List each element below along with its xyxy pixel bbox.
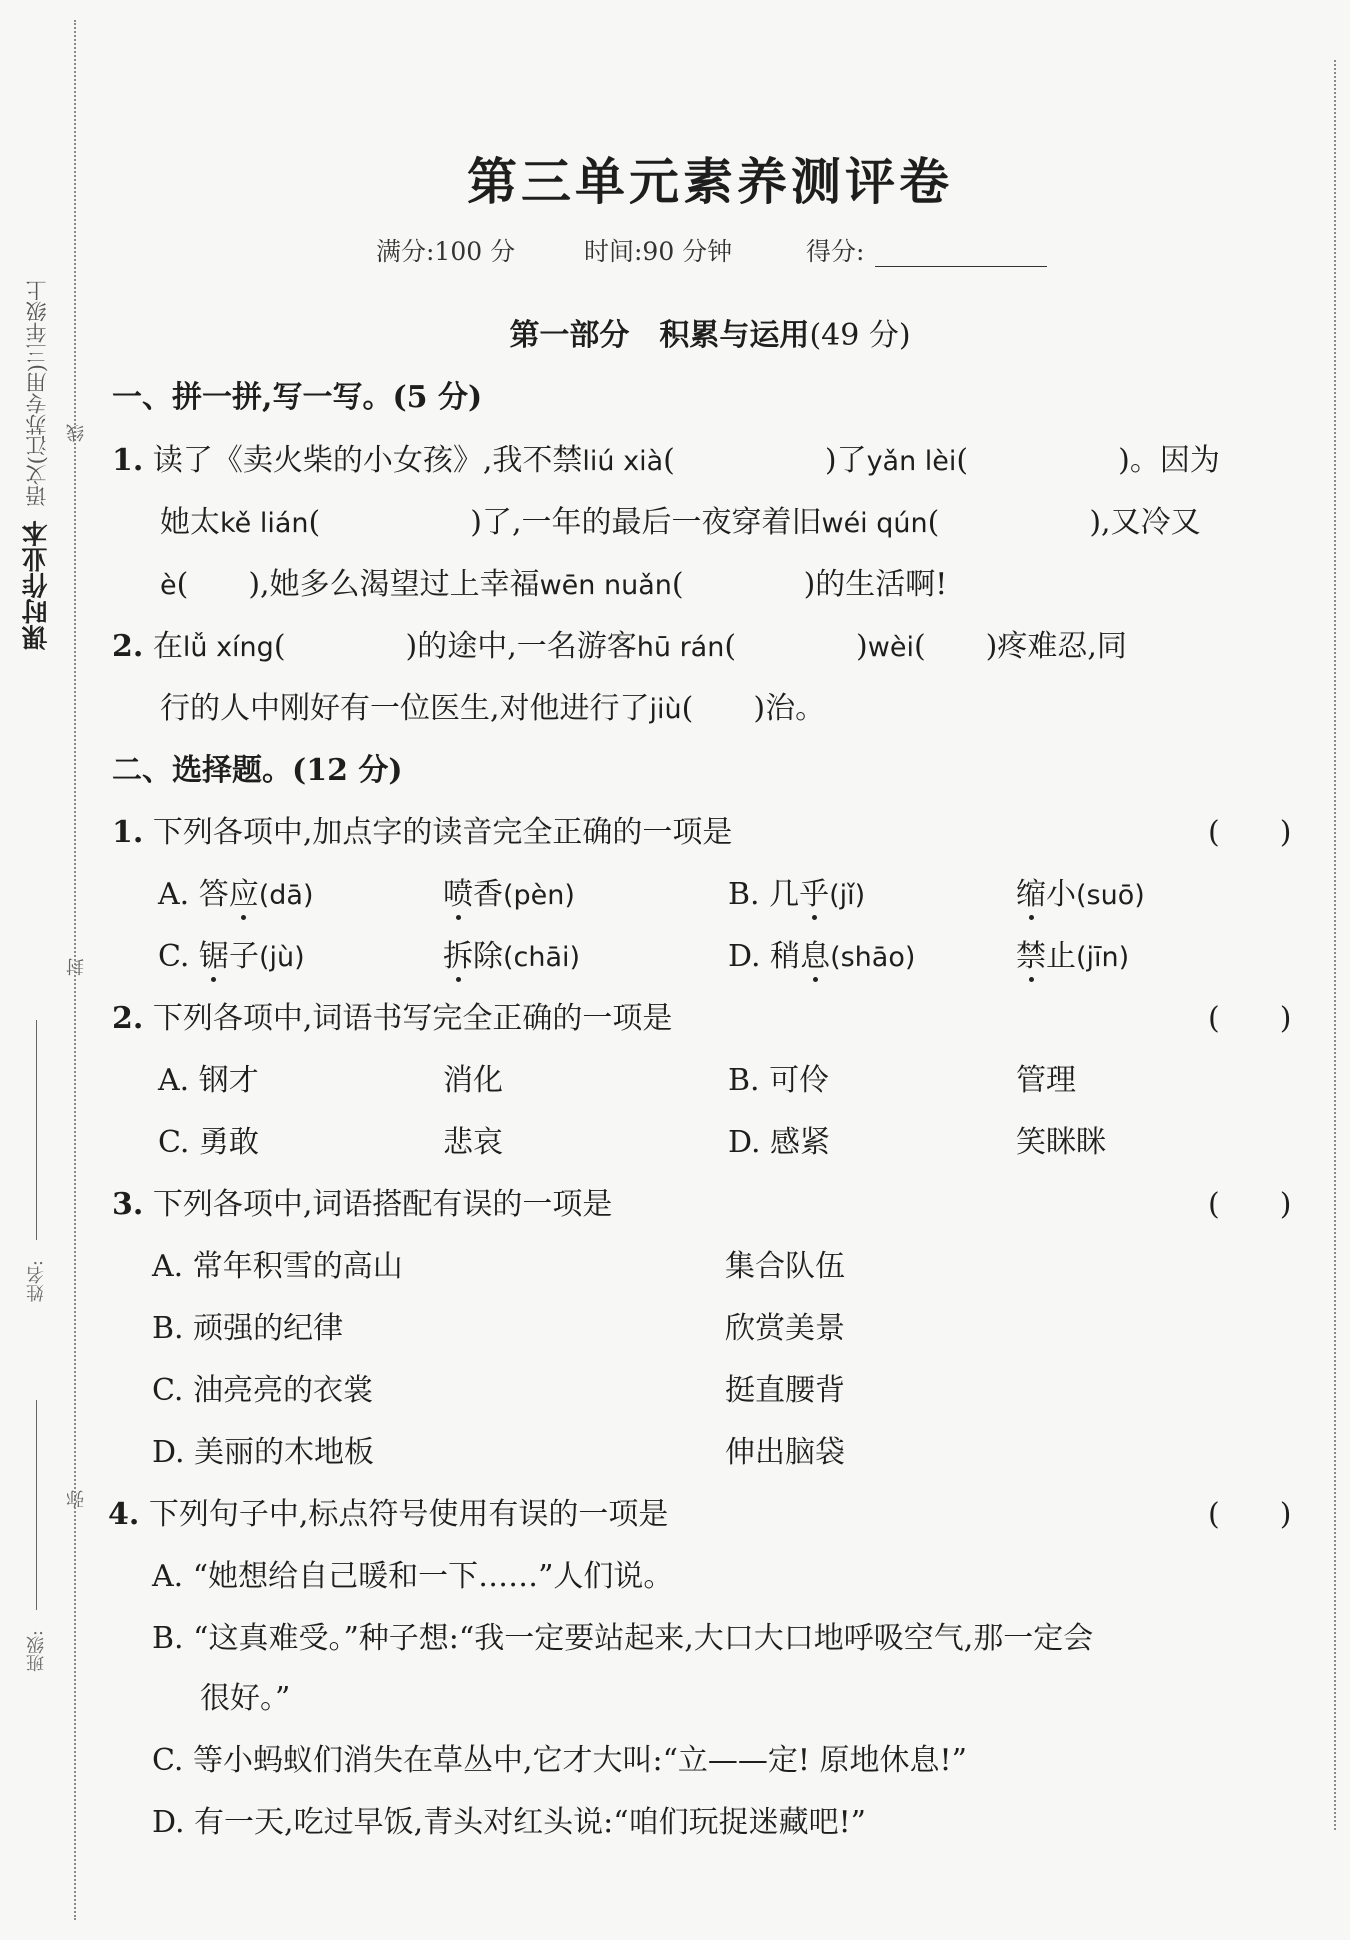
option-C-word2: 悲哀 [443, 1125, 503, 1160]
option-D-word2 [1016, 931, 1129, 975]
s2-q2-stem [112, 993, 672, 1037]
cut-seal-label: 封 [66, 958, 87, 976]
option-D[interactable]: D. 美丽的木地板 [152, 1435, 375, 1470]
option-C[interactable]: C. 锯子(jù) [158, 939, 305, 974]
option-D-phrase2: 伸出脑袋 [725, 1435, 845, 1470]
question-stem: 下列句子中,标点符号使用有误的一项是 [148, 1497, 669, 1532]
answer-blank[interactable]: ( )疼难忍,同 [913, 629, 1127, 664]
option-D[interactable]: D. 有一天,吃过早饭,青头对红头说:“咱们玩捉迷藏吧!” [152, 1805, 866, 1840]
text: 子 [228, 939, 259, 974]
cut-line-label: 线 [66, 424, 87, 442]
text: 她太 [160, 505, 220, 540]
pinyin: wéi qún [821, 508, 928, 539]
s2-q3-stem [112, 1179, 612, 1223]
text: 小 [1046, 877, 1076, 912]
dotted-char: 喷 [443, 877, 473, 912]
answer-blank[interactable]: ( )治。 [681, 691, 826, 726]
dotted-char: 禁 [1016, 939, 1046, 974]
s2-q1-number: 1. [112, 815, 144, 850]
option-C-phrase2: 挺直腰背 [725, 1373, 845, 1408]
part-heading [0, 310, 1350, 354]
s1-q1-line3 [160, 559, 947, 603]
pinyin: kě lián [220, 508, 309, 539]
s1-q1-line2 [160, 497, 1201, 541]
option-B-word2 [1016, 869, 1145, 913]
option-A-word2 [443, 869, 575, 913]
s1-q2-number: 2. [112, 629, 144, 664]
section2-title: 二、选择题。(12 分) [112, 753, 403, 788]
answer-blank[interactable]: ( )了 [663, 443, 867, 478]
pinyin: (jǐ) [829, 880, 866, 911]
s2-q1-stem [112, 807, 732, 851]
answer-blank[interactable]: ( )的途中,一名游客 [273, 629, 637, 664]
pinyin: (chāi) [503, 942, 581, 973]
side-brand: 课时作业本 [22, 520, 52, 651]
answer-blank[interactable]: ( )了,一年的最后一夜穿着旧 [308, 505, 822, 540]
option-A[interactable]: A. 常年积雪的高山 [152, 1249, 403, 1284]
text: 读了《卖火柴的小女孩》,我不禁 [152, 443, 583, 478]
name-label: 姓名: [26, 1260, 47, 1303]
s1-q2-line2 [160, 683, 825, 727]
option-B[interactable]: B. 几乎(jǐ) [728, 877, 866, 912]
option-D-word2: 笑眯眯 [1016, 1125, 1106, 1160]
pinyin: (jīn) [1076, 942, 1130, 973]
dotted-char: 拆 [443, 939, 473, 974]
answer-blank[interactable]: ( )。因为 [956, 443, 1220, 478]
option-A-phrase2: 集合队伍 [725, 1249, 845, 1284]
text: 香 [473, 877, 503, 912]
s2-q4-stem [108, 1489, 668, 1533]
dotted-char: 应 [228, 877, 259, 912]
answer-blank[interactable]: ( ),又冷又 [927, 505, 1201, 540]
option-A[interactable]: A. 答应(dā) [158, 877, 314, 912]
s2-q3-number: 3. [112, 1187, 144, 1222]
dotted-char: 锯 [198, 939, 229, 974]
class-blank[interactable] [36, 1400, 37, 1610]
option-D[interactable]: D. 稍息(shāo) [728, 939, 916, 974]
s2-q2-number: 2. [112, 1001, 144, 1036]
answer-blank[interactable]: ( ),她多么渴望过上幸福 [176, 567, 540, 602]
side-book: 语文(江苏专用)三年级上 [25, 280, 49, 507]
text: 几 [769, 877, 800, 912]
score-label: 得分: [806, 237, 865, 266]
s1-q1-number: 1. [112, 443, 144, 478]
pinyin: (dā) [258, 880, 314, 911]
option-D[interactable]: D. 感紧 [728, 1125, 831, 1160]
text: 行的人中刚好有一位医生,对他进行了 [160, 691, 650, 726]
pinyin: wēn nuǎn [539, 570, 672, 601]
pinyin: è [160, 570, 177, 601]
time-limit: 时间:90 分钟 [584, 237, 733, 266]
pinyin: liú xià [582, 446, 664, 477]
cut-mi-label: 弥 [66, 1490, 87, 1508]
question-stem: 下列各项中,词语搭配有误的一项是 [152, 1187, 613, 1222]
pinyin: (suō) [1076, 880, 1145, 911]
page-title: 第三单元素养测评卷 [467, 152, 953, 211]
pinyin: (jù) [258, 942, 305, 973]
question-stem: 下列各项中,词语书写完全正确的一项是 [152, 1001, 673, 1036]
option-A-word2: 消化 [443, 1063, 503, 1098]
option-C[interactable]: C. 油亮亮的衣裳 [152, 1373, 373, 1408]
answer-paren[interactable]: ( ) [1208, 1497, 1292, 1532]
dotted-char: 乎 [799, 877, 830, 912]
option-A[interactable]: A. 钢才 [158, 1063, 259, 1098]
pinyin: hū rán [636, 632, 725, 663]
option-B-word2: 管理 [1016, 1063, 1076, 1098]
answer-blank[interactable]: ( )的生活啊! [671, 567, 948, 602]
s1-q1-line1 [112, 435, 1220, 479]
option-C[interactable]: C. 勇敢 [158, 1125, 259, 1160]
score-blank[interactable] [875, 266, 1047, 267]
part-title: 第一部分 积累与运用 [509, 318, 810, 353]
option-B-phrase2: 欣赏美景 [725, 1311, 845, 1346]
answer-paren[interactable]: ( ) [1208, 815, 1292, 850]
text: 答 [198, 877, 229, 912]
pinyin: (shāo) [830, 942, 916, 973]
dotted-char: 缩 [1016, 877, 1046, 912]
pinyin: wèi [867, 632, 914, 663]
s1-q2-line1 [112, 621, 1127, 665]
name-blank[interactable] [36, 1020, 37, 1240]
section1-title: 一、拼一拼,写一写。(5 分) [112, 380, 483, 415]
class-label: 班级: [26, 1630, 47, 1673]
pinyin: yǎn lèi [866, 446, 957, 477]
option-C[interactable]: C. 等小蚂蚁们消失在草丛中,它才大叫:“立——定! 原地休息!” [152, 1743, 967, 1778]
option-C-word2 [443, 931, 580, 975]
option-B[interactable]: B. 顽强的纪律 [152, 1311, 344, 1346]
option-B[interactable]: B. 可伶 [728, 1063, 830, 1098]
pinyin: (pèn) [503, 880, 575, 911]
text: 稍 [770, 939, 801, 974]
dotted-char: 息 [800, 939, 831, 974]
answer-blank[interactable]: ( ) [724, 629, 868, 664]
text: 止 [1046, 939, 1076, 974]
option-B-continued: 很好。” [200, 1681, 291, 1716]
answer-paren[interactable]: ( ) [1208, 1187, 1292, 1222]
full-score: 满分:100 分 [376, 237, 516, 266]
part-points: (49 分) [809, 318, 911, 353]
question-stem: 下列各项中,加点字的读音完全正确的一项是 [152, 815, 733, 850]
option-A[interactable]: A. “她想给自己暖和一下……”人们说。 [152, 1559, 674, 1594]
pinyin: lǚ xíng [182, 632, 274, 663]
answer-paren[interactable]: ( ) [1208, 1001, 1292, 1036]
s2-q4-number: 4. [108, 1497, 140, 1532]
text: 除 [473, 939, 503, 974]
option-B[interactable]: B. “这真难受。”种子想:“我一定要站起来,大口大口地呼吸空气,那一定会 [152, 1621, 1094, 1656]
text: 在 [152, 629, 183, 664]
pinyin: jiù [649, 694, 682, 725]
